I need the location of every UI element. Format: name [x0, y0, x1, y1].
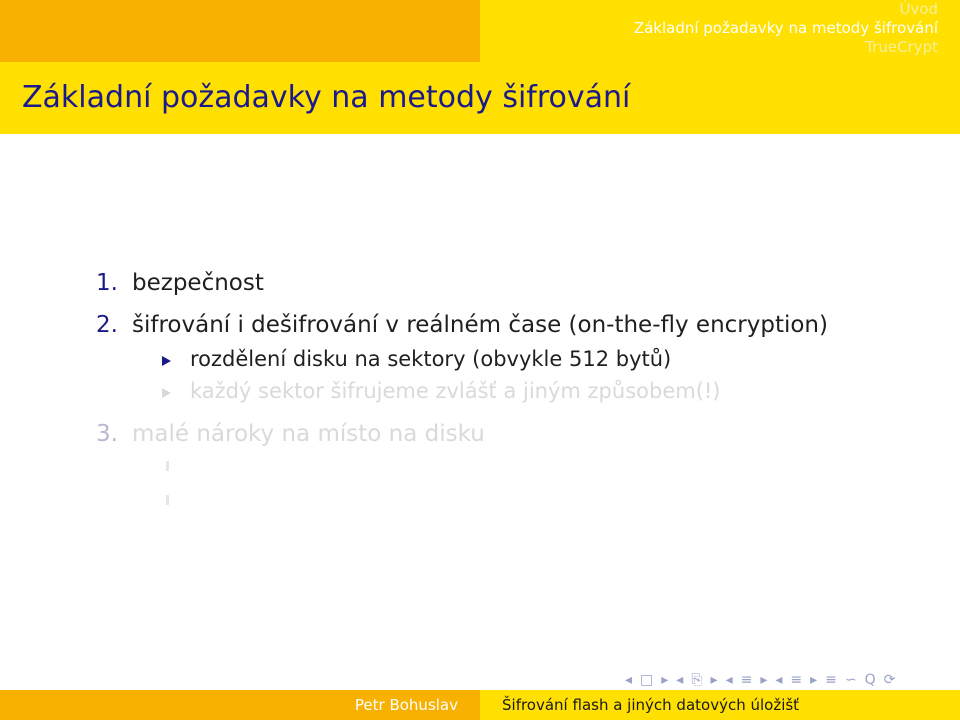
nav-prev-subsection-icon[interactable]: ◂ [725, 672, 733, 688]
sub-list-item: rozdělení disku na sektory (obvykle 512 bytů) [190, 347, 672, 371]
nav-next-subsection-icon[interactable]: ▸ [760, 672, 768, 688]
frame-title-bar [0, 62, 960, 134]
beamer-navigation [625, 670, 895, 690]
footer-bar [0, 690, 960, 720]
footer-right-band [480, 690, 960, 720]
list-item-text-dimmed: malé nároky na místo na disku [132, 421, 485, 447]
list-item-number: 2. [96, 312, 118, 338]
footer-title: Šifrování flash a jiných datových úložišť [502, 696, 800, 714]
section-navigation [480, 0, 960, 62]
slide-content [0, 134, 960, 664]
section-link-uvod[interactable]: Úvod [899, 0, 938, 18]
list-item-text: šifrování i dešifrování v reálném čase (on-the-fly encryption) [132, 312, 828, 338]
nav-next-slide-icon[interactable]: ▸ [661, 672, 669, 688]
footer-author: Petr Bohuslav [354, 696, 458, 714]
sub-list-item-dimmed: každý sektor šifrujeme zvlášť a jiným způsobem(!) [190, 379, 721, 403]
nav-back-icon[interactable]: ∽ [844, 672, 857, 688]
bullet-icon [162, 388, 171, 398]
nav-frame-icon[interactable]: ⎘ [691, 672, 703, 688]
hidden-bullet-mark [166, 495, 169, 505]
list-item-number: 1. [96, 270, 118, 296]
bullet-icon [162, 356, 171, 366]
nav-prev-section-icon[interactable]: ◂ [775, 672, 783, 688]
header-bar [0, 0, 960, 62]
nav-prev-slide-icon[interactable]: ◂ [625, 672, 633, 688]
nav-section-icon[interactable]: ≡ [790, 672, 803, 688]
section-link-current[interactable]: Základní požadavky na metody šifrování [633, 19, 938, 37]
nav-prev-frame-icon[interactable]: ◂ [676, 672, 684, 688]
nav-document-icon[interactable]: ≡ [825, 672, 837, 688]
list-item-number-dimmed: 3. [96, 421, 118, 447]
nav-next-frame-icon[interactable]: ▸ [710, 672, 718, 688]
footer-left-band [0, 690, 480, 720]
nav-subsection-icon[interactable]: ≡ [740, 672, 753, 688]
nav-search-icon[interactable]: Q [864, 672, 876, 688]
nav-next-section-icon[interactable]: ▸ [810, 672, 818, 688]
section-link-truecrypt[interactable]: TrueCrypt [865, 38, 938, 56]
frame-title: Základní požadavky na metody šifrování [22, 80, 631, 115]
header-left-band [0, 0, 480, 62]
hidden-bullet-mark [166, 461, 169, 471]
nav-forward-icon[interactable]: ⟳ [883, 672, 896, 688]
nav-slide-icon[interactable]: □ [640, 672, 654, 688]
list-item-text: bezpečnost [132, 270, 264, 296]
